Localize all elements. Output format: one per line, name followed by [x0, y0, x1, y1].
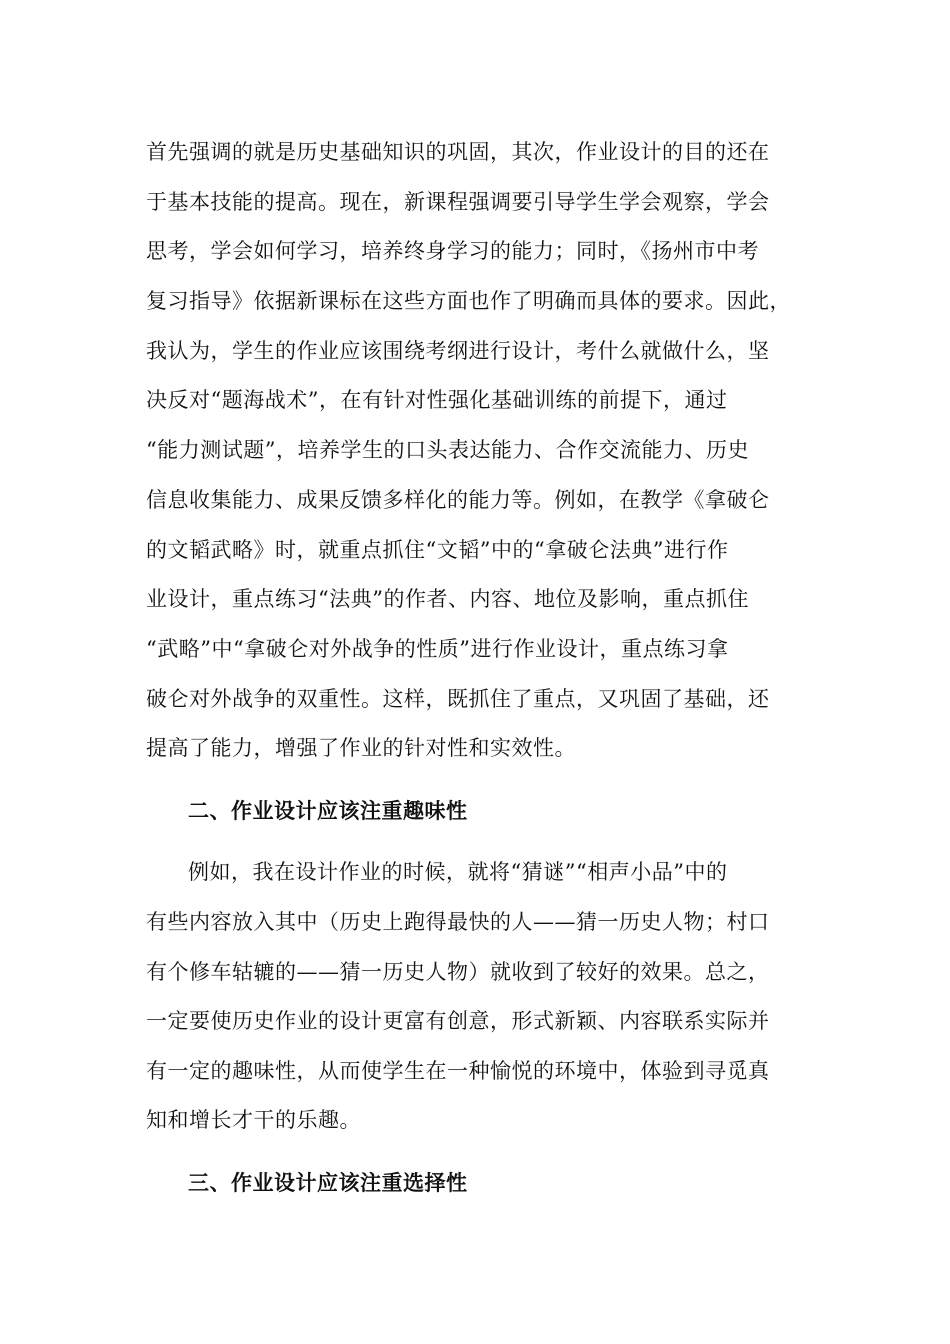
text-line: 有一定的趣味性，从而使学生在一种愉悦的环境中，体验到寻觅真: [146, 1059, 770, 1083]
text-line: 有些内容放入其中（历史上跑得最快的人——猜一历史人物；村口: [146, 910, 770, 934]
text-line: 的文韬武略》时，就重点抓住“文韬”中的“拿破仑法典”进行作: [146, 538, 729, 562]
text-line: 有个修车轱辘的——猜一历史人物）就收到了较好的效果。总之，: [146, 960, 770, 984]
text-line: 一定要使历史作业的设计更富有创意，形式新颖、内容联系实际并: [146, 1009, 770, 1033]
text-line: 破仑对外战争的双重性。这样，既抓住了重点，又巩固了基础，还: [146, 687, 770, 711]
text-line: 首先强调的就是历史基础知识的巩固，其次，作业设计的目的还在: [146, 140, 770, 164]
text-line: 例如，我在设计作业的时候，就将“猜谜”“相声小品”中的: [188, 860, 728, 884]
text-line: 知和增长才干的乐趣。: [146, 1108, 361, 1132]
text-line: “能力测试题”，培养学生的口头表达能力、合作交流能力、历史: [146, 438, 749, 462]
text-line: 复习指导》依据新课标在这些方面也作了明确而具体的要求。因此，: [146, 289, 791, 313]
text-line: 我认为，学生的作业应该围绕考纲进行设计，考什么就做什么，坚: [146, 339, 770, 363]
text-line: 信息收集能力、成果反馈多样化的能力等。例如，在教学《拿破仑: [146, 488, 770, 512]
text-line: 思考，学会如何学习，培养终身学习的能力；同时，《扬州市中考: [146, 239, 759, 263]
text-line: 决反对“题海战术”，在有针对性强化基础训练的前提下，通过: [146, 388, 728, 412]
text-line: 提高了能力，增强了作业的针对性和实效性。: [146, 736, 576, 760]
section-heading-choice: 三、作业设计应该注重选择性: [188, 1170, 468, 1195]
text-line: 于基本技能的提高。现在，新课程强调要引导学生学会观察，学会: [146, 190, 770, 214]
section-heading-interest: 二、作业设计应该注重趣味性: [188, 798, 468, 823]
text-line: 业设计，重点练习“法典”的作者、内容、地位及影响，重点抓住: [146, 587, 749, 611]
text-line: “武略”中“拿破仑对外战争的性质”进行作业设计，重点练习拿: [146, 637, 729, 661]
